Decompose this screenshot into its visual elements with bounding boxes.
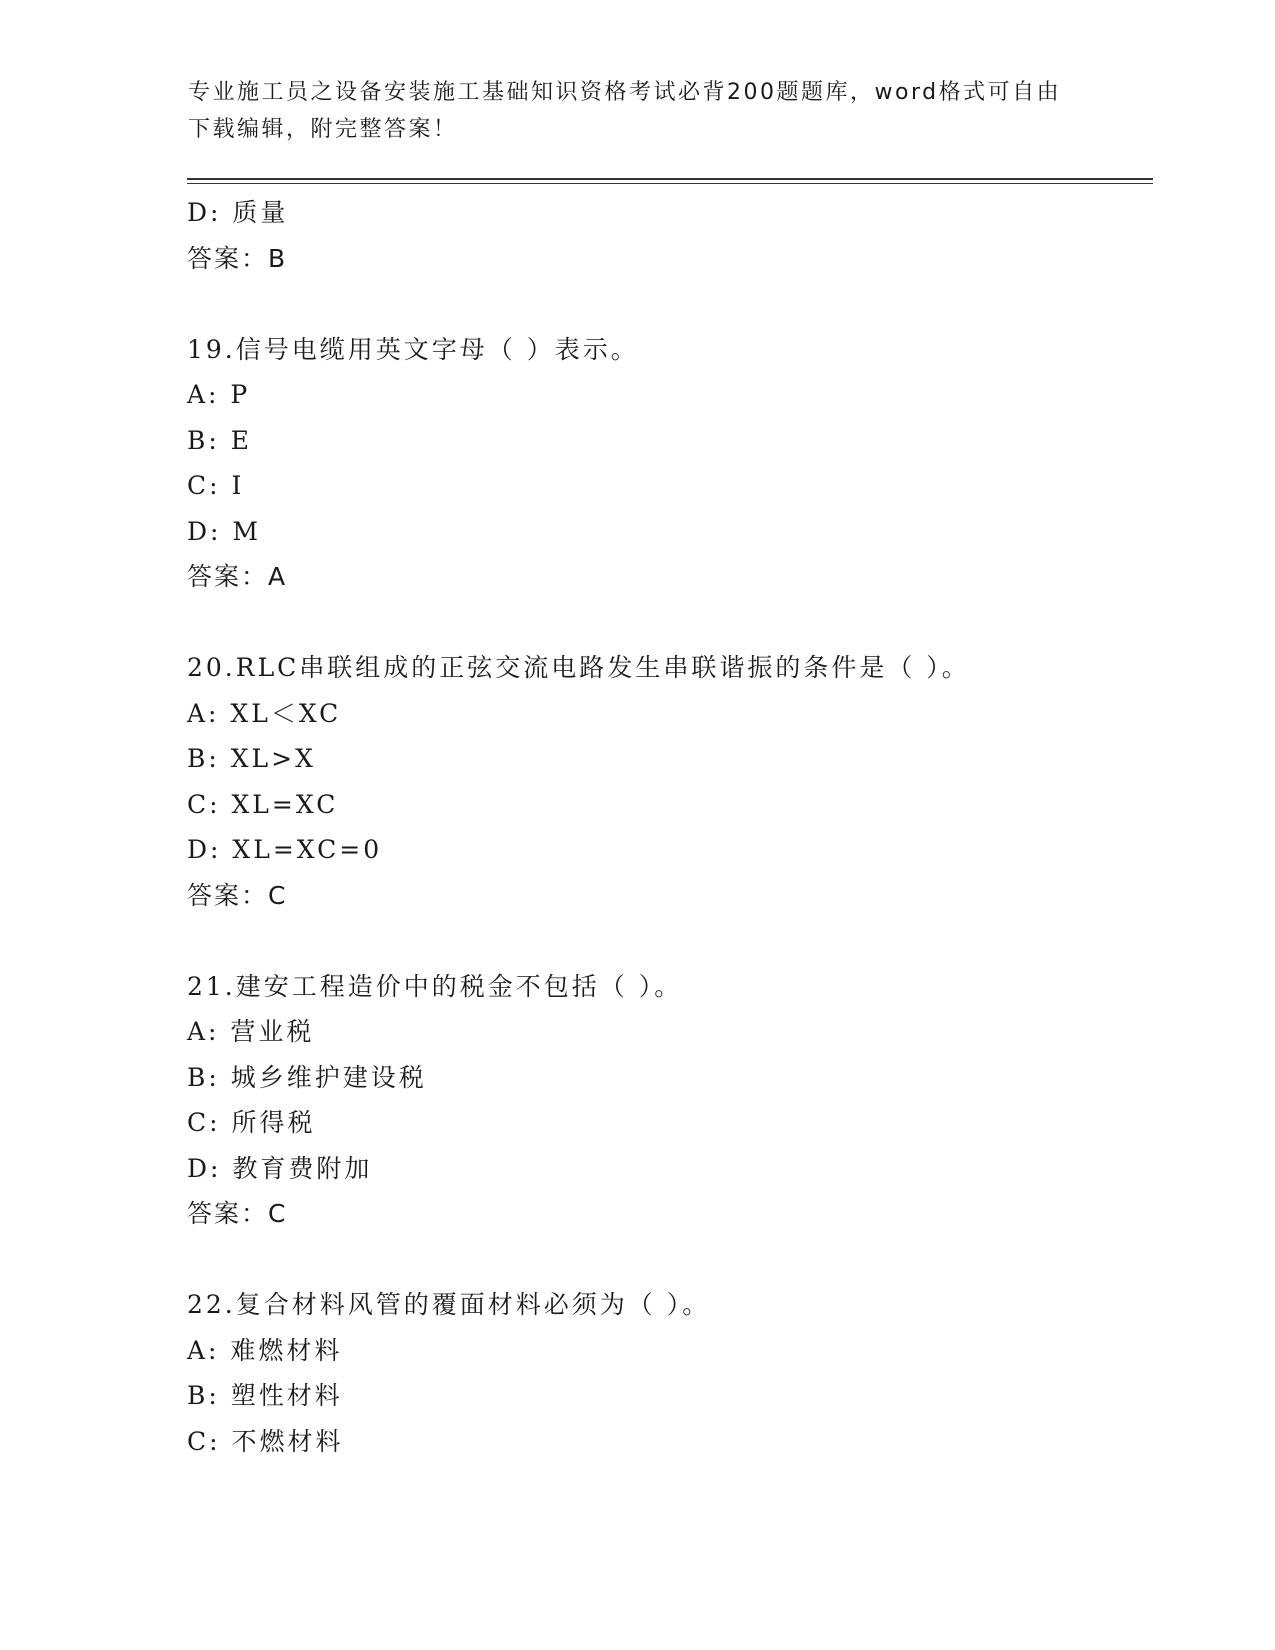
- question-list: [187, 190, 1147, 1464]
- option-c: C: 不燃材料: [187, 1426, 344, 1456]
- option-a: A: P: [187, 380, 251, 409]
- question-stem: 19.信号电缆用英文字母（ ）表示。: [187, 334, 639, 364]
- option-a: A: 难燃材料: [187, 1335, 343, 1365]
- question-20: [187, 645, 1147, 918]
- question-22: [187, 1282, 1147, 1464]
- answer-label: 答案：B: [187, 243, 288, 273]
- question-stem: 21.建安工程造价中的税金不包括（ ）。: [187, 971, 683, 1001]
- option-d: D: M: [187, 516, 262, 546]
- option-a: A: XL＜XC: [187, 698, 342, 728]
- option-b: B: 塑性材料: [187, 1381, 343, 1410]
- option-d: D: 质量: [187, 198, 289, 227]
- answer-label: 答案：C: [187, 880, 288, 910]
- spacer: [187, 1237, 1147, 1283]
- option-c: C: I: [187, 471, 245, 500]
- option-d: D: XL=XC=0: [187, 835, 383, 864]
- spacer: [187, 281, 1147, 327]
- header-title-line-1: 专业施工员之设备安装施工基础知识资格考试必背200题题库，word格式可自由: [188, 80, 1062, 105]
- option-b: B: E: [187, 425, 252, 455]
- option-c: C: 所得税: [187, 1108, 316, 1137]
- option-b: B: 城乡维护建设税: [187, 1062, 427, 1092]
- question-19: [187, 327, 1147, 600]
- header-divider-thin: [187, 183, 1153, 184]
- option-a: A: 营业税: [187, 1017, 315, 1046]
- question-stem: 22.复合材料风管的覆面材料必须为（ ）。: [187, 1290, 711, 1319]
- spacer: [187, 918, 1147, 964]
- option-b: B: XL>X: [187, 744, 316, 773]
- document-header: [188, 74, 1088, 148]
- header-title-line-2: 下载编辑，附完整答案！: [188, 117, 458, 142]
- question-18-tail: [187, 190, 1147, 281]
- answer-label: 答案：C: [187, 1199, 288, 1228]
- question-stem: 20.RLC串联组成的正弦交流电路发生串联谐振的条件是（ ）。: [187, 653, 970, 682]
- header-divider-thick: [187, 178, 1153, 180]
- answer-label: 答案：A: [187, 562, 288, 591]
- option-c: C: XL=XC: [187, 789, 339, 819]
- question-21: [187, 964, 1147, 1237]
- option-d: D: 教育费附加: [187, 1153, 373, 1183]
- spacer: [187, 600, 1147, 646]
